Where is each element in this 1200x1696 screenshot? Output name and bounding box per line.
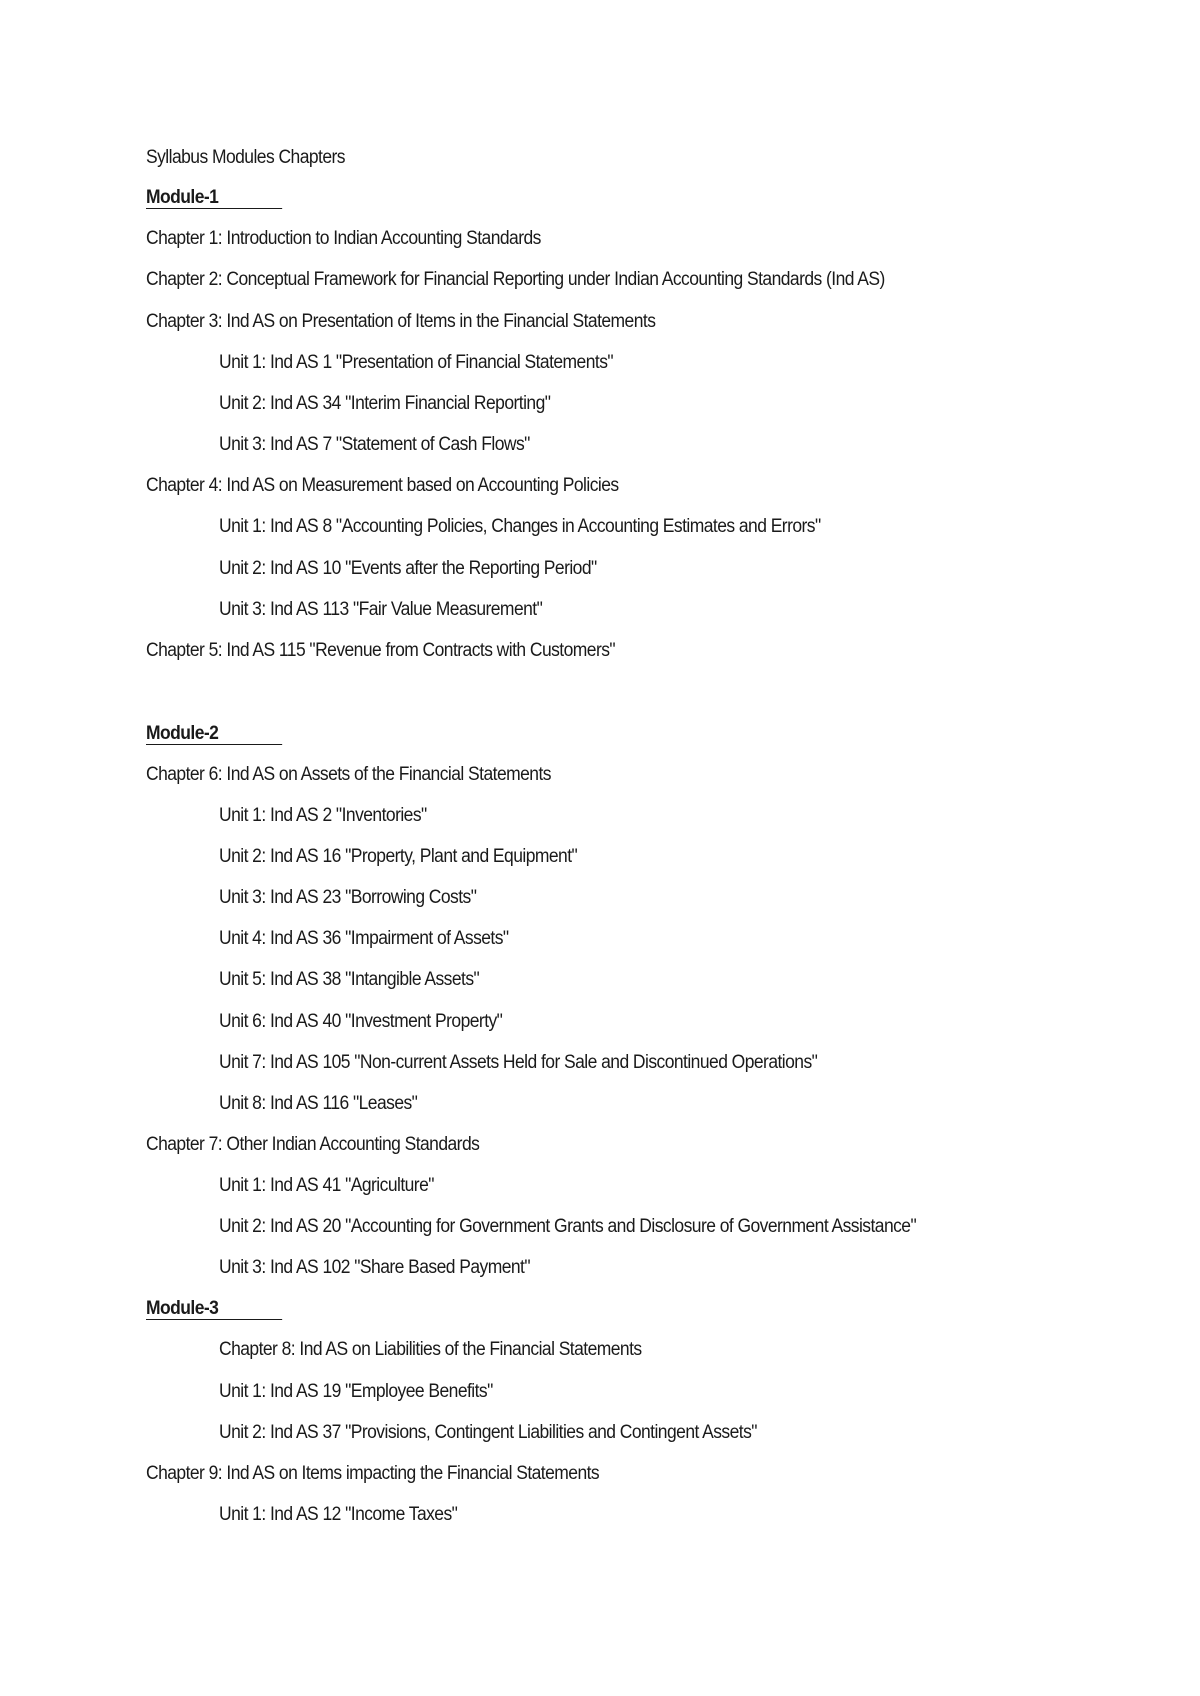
chapter-line: Chapter 2: Conceptual Framework for Financial Reporting under Indian Accounting Standards (Ind AS)	[146, 269, 885, 290]
unit-line: Unit 1: Ind AS 8 "Accounting Policies, Changes in Accounting Estimates and Errors"	[219, 516, 821, 537]
unit-line: Unit 2: Ind AS 34 "Interim Financial Reporting"	[219, 393, 551, 414]
module-heading	[146, 186, 282, 210]
unit-line: Unit 1: Ind AS 41 "Agriculture"	[219, 1175, 434, 1196]
unit-line: Unit 7: Ind AS 105 "Non-current Assets Held for Sale and Discontinued Operations"	[219, 1052, 818, 1073]
unit-line: Unit 3: Ind AS 7 "Statement of Cash Flows"	[219, 434, 530, 455]
unit-line: Unit 3: Ind AS 102 "Share Based Payment"	[219, 1257, 531, 1278]
chapter-line: Chapter 4: Ind AS on Measurement based on Accounting Policies	[146, 475, 619, 496]
unit-line: Unit 6: Ind AS 40 "Investment Property"	[219, 1011, 503, 1032]
unit-line: Unit 4: Ind AS 36 "Impairment of Assets"	[219, 928, 509, 949]
chapter-line: Chapter 7: Other Indian Accounting Standards	[146, 1134, 480, 1155]
unit-line: Unit 2: Ind AS 20 "Accounting for Government Grants and Disclosure of Government Assistance"	[219, 1216, 917, 1237]
chapter-line: Chapter 6: Ind AS on Assets of the Financial Statements	[146, 764, 551, 785]
chapter-line: Chapter 1: Introduction to Indian Accounting Standards	[146, 228, 541, 249]
module-heading	[146, 1297, 282, 1321]
module-title: Module-3	[146, 1299, 282, 1320]
unit-line: Unit 3: Ind AS 113 "Fair Value Measurement"	[219, 599, 543, 620]
module-title: Module-1	[146, 188, 282, 209]
unit-line: Unit 2: Ind AS 37 "Provisions, Contingent Liabilities and Contingent Assets"	[219, 1422, 757, 1443]
unit-line: Unit 1: Ind AS 1 "Presentation of Financial Statements"	[219, 352, 614, 373]
syllabus-header: Syllabus Modules Chapters	[146, 147, 345, 168]
unit-line: Unit 2: Ind AS 16 "Property, Plant and Equipment"	[219, 846, 578, 867]
chapter-line: Chapter 9: Ind AS on Items impacting the Financial Statements	[146, 1463, 600, 1484]
unit-line: Unit 8: Ind AS 116 "Leases"	[219, 1093, 418, 1114]
unit-line: Unit 1: Ind AS 12 "Income Taxes"	[219, 1504, 458, 1525]
unit-line: Unit 5: Ind AS 38 "Intangible Assets"	[219, 969, 480, 990]
chapter-line: Chapter 5: Ind AS 115 "Revenue from Contracts with Customers"	[146, 640, 616, 661]
module-title: Module-2	[146, 724, 282, 745]
chapter-line: Chapter 8: Ind AS on Liabilities of the Financial Statements	[219, 1339, 642, 1360]
unit-line: Unit 2: Ind AS 10 "Events after the Reporting Period"	[219, 558, 597, 579]
unit-line: Unit 1: Ind AS 19 "Employee Benefits"	[219, 1381, 493, 1402]
unit-line: Unit 1: Ind AS 2 "Inventories"	[219, 805, 427, 826]
chapter-line: Chapter 3: Ind AS on Presentation of Items in the Financial Statements	[146, 311, 656, 332]
module-heading	[146, 722, 282, 746]
unit-line: Unit 3: Ind AS 23 "Borrowing Costs"	[219, 887, 477, 908]
